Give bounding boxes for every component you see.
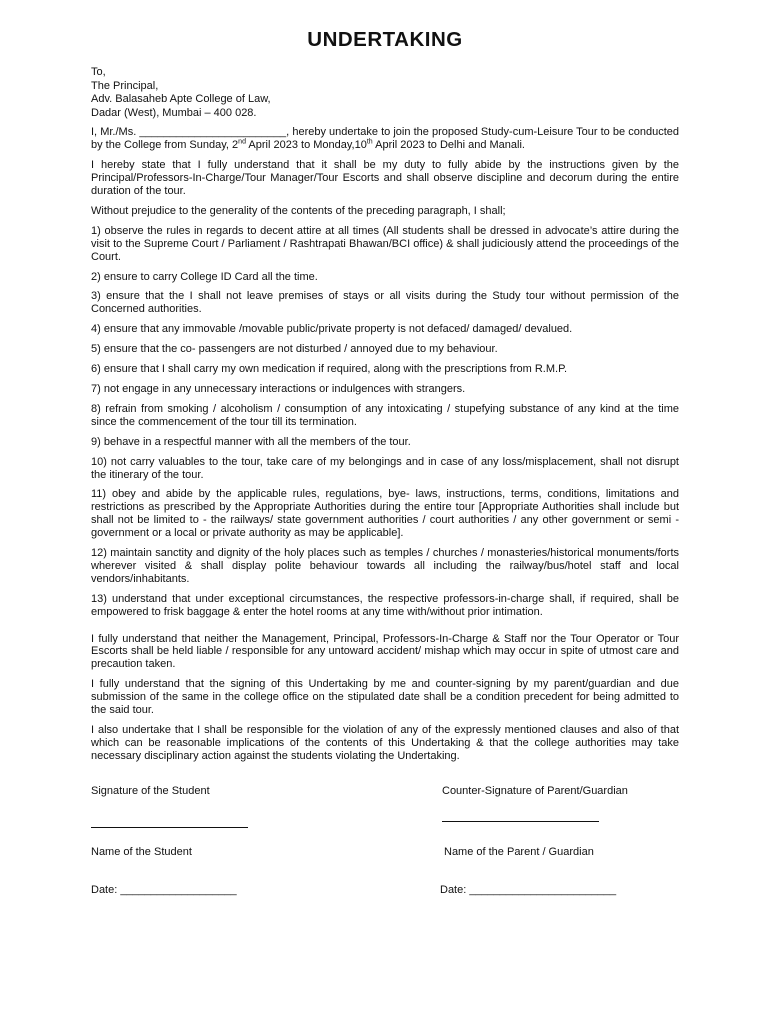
address-line: To, xyxy=(91,66,106,78)
undertaking-item: 10) not carry valuables to the tour, take care of my belongings and in case of any loss/misplacement, shall not disrupt the itinerary of the tour. xyxy=(91,455,679,481)
duty-paragraph: I hereby state that I fully understand that it shall be my duty to fully abide by the instructions given by the Principal/Professors-In-Charge/Tour Manager/Tour Escorts and shall observe discipline and decorum during the entire duration of the tour. xyxy=(91,159,679,197)
signature-line-row xyxy=(91,827,679,841)
address-block xyxy=(91,66,679,120)
without-prejudice-paragraph: Without prejudice to the generality of the contents of the preceding paragraph, I shall; xyxy=(91,204,506,217)
student-date-field: Date: ___________________ xyxy=(91,883,237,896)
student-name-label: Name of the Student xyxy=(91,845,192,858)
intro-text: April 2023 to Monday,10 xyxy=(245,139,367,152)
intro-text: April 2023 to Delhi and Manali. xyxy=(372,139,525,152)
undertaking-item: 11) obey and abide by the applicable rules, regulations, bye- laws, instructions, terms, conditions, limitations and restrictions as prescribed by the Appropriate Authorities during the entire tour [Appropriate Authorities shall include but shall not be limited to - the railways/ state government authorities / court authorities / any other government or semi - government or a local or private authority as may be applicable]. xyxy=(91,488,679,540)
liability-paragraph: I fully understand that neither the Management, Principal, Professors-In-Charge & Staff nor the Tour Operator or Tour Escorts shall be held liable / responsible for any untoward accident/ mishap which may occur in spite of utmost care and precaution taken. xyxy=(91,632,679,671)
address-line: Adv. Balasaheb Apte College of Law, xyxy=(91,93,271,106)
undertaking-item: 7) not engage in any unnecessary interactions or indulgences with strangers. xyxy=(91,382,466,395)
document-title: UNDERTAKING xyxy=(307,28,463,51)
student-signature-line xyxy=(91,827,248,828)
name-label-row xyxy=(91,846,679,866)
intro-paragraph xyxy=(91,126,679,152)
parent-signature-label: Counter-Signature of Parent/Guardian xyxy=(442,784,628,797)
parent-name-label: Name of the Parent / Guardian xyxy=(444,845,594,858)
undertaking-item: 4) ensure that any immovable /movable public/private property is not defaced/ damaged/ devalued. xyxy=(91,323,573,336)
intro-text: I, Mr./Ms. ________________________, hereby undertake to join the proposed Study-cum-Leisure Tour to be conducted by the College from Sunday, 2 xyxy=(91,126,679,152)
signing-paragraph: I fully understand that the signing of this Undertaking by me and counter-signing by my parent/guardian and due submission of the same in the college office on the stipulated date shall be a condition precedent for being admitted to the said tour. xyxy=(91,678,679,717)
undertaking-item: 5) ensure that the co- passengers are not disturbed / annoyed due to my behaviour. xyxy=(91,343,498,356)
superscript: th xyxy=(366,138,373,146)
address-line: Dadar (West), Mumbai – 400 028. xyxy=(91,106,257,119)
undertaking-item: 9) behave in a respectful manner with all the members of the tour. xyxy=(91,435,411,448)
undertaking-item: 8) refrain from smoking / alcoholism / consumption of any intoxicating / stupefying substance of any kind at the time since the commencement of the tour till its termination. xyxy=(91,402,679,428)
parent-date-field: Date: ________________________ xyxy=(440,883,617,896)
undertaking-item: 3) ensure that the I shall not leave premises of stays or all visits during the Study tour without permission of the Concerned authorities. xyxy=(91,290,679,316)
undertaking-item: 6) ensure that I shall carry my own medication if required, along with the prescriptions from R.M.P. xyxy=(91,363,568,376)
address-line: The Principal, xyxy=(91,79,159,92)
undertaking-item: 1) observe the rules in regards to decent attire at all times (All students shall be dressed in advocate’s attire during the visit to the Supreme Court / Parliament / Rashtrapati Bhawan/BCI office) & shall judiciously attend the proceedings of the Court. xyxy=(91,224,679,263)
date-row xyxy=(91,884,679,904)
undertaking-item: 13) understand that under exceptional circumstances, the respective professors-in-charge shall, if required, shall be empowered to frisk baggage & enter the hotel rooms at any time with/without prior intimation. xyxy=(91,592,679,618)
student-signature-label: Signature of the Student xyxy=(91,784,210,797)
parent-signature-line xyxy=(442,821,599,822)
violation-paragraph: I also undertake that I shall be responsible for the violation of any of the expressly mentioned clauses and also of that which can be reasonable implications of the contents of this Undertaking & that the college authorities may take necessary disciplinary action against the students violating the Undertaking. xyxy=(91,724,679,762)
undertaking-item: 12) maintain sanctity and dignity of the holy places such as temples / churches / monasteries/historical monuments/forts wherever visited & shall display polite behaviour towards all including the railway/bus/hotel staff and local vendors/inhabitants. xyxy=(91,547,679,585)
signature-label-row xyxy=(91,785,679,805)
undertaking-item: 2) ensure to carry College ID Card all the time. xyxy=(91,270,318,283)
superscript: nd xyxy=(238,138,246,146)
